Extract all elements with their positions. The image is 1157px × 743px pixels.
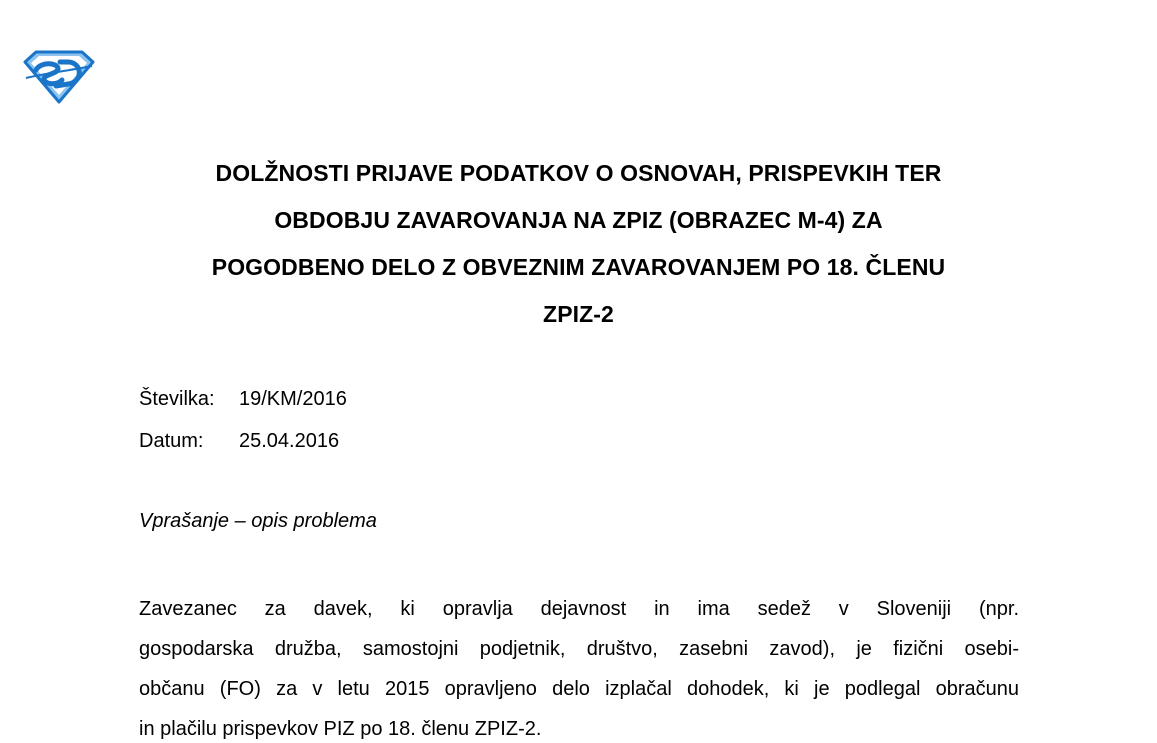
body-line: in plačilu prispevkov PIZ po 18. členu ZPIZ-2.	[139, 718, 542, 740]
document-number-value: 19/KM/2016	[239, 388, 347, 410]
document-number-row	[139, 387, 347, 411]
document-title	[130, 150, 1027, 338]
document-date-label: Datum:	[139, 430, 204, 452]
title-line: OBDOBJU ZAVAROVANJA NA ZPIZ (OBRAZEC M-4) ZA	[274, 207, 883, 233]
body-paragraph	[139, 589, 1019, 743]
body-line: Zavezanec za davek, ki opravlja dejavnost in ima sedež v Sloveniji (npr.	[139, 598, 1019, 620]
sd-shield-logo-icon	[22, 48, 96, 104]
document-number-label: Številka:	[139, 388, 215, 410]
body-line: gospodarska družba, samostojni podjetnik, društvo, zasebni zavod), je fizični osebi-	[139, 638, 1019, 660]
title-line: DOLŽNOSTI PRIJAVE PODATKOV O OSNOVAH, PRISPEVKIH TER	[215, 160, 942, 186]
document-date-value: 25.04.2016	[239, 430, 340, 452]
title-line: POGODBENO DELO Z OBVEZNIM ZAVAROVANJEM PO 18. ČLENU	[211, 254, 946, 280]
body-line: občanu (FO) za v letu 2015 opravljeno delo izplačal dohodek, ki je podlegal obračunu	[139, 678, 1019, 700]
question-heading: Vprašanje – opis problema	[139, 510, 377, 532]
document-date-row	[139, 429, 339, 453]
title-line: ZPIZ-2	[543, 301, 614, 327]
